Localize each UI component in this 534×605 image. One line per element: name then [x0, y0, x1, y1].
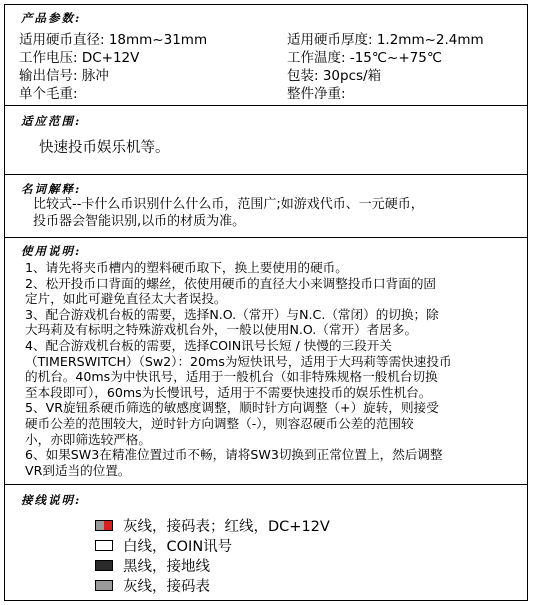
terms-text — [33, 196, 424, 230]
swatch-right — [104, 541, 112, 550]
wiring-item — [95, 575, 210, 596]
swatch-left — [96, 561, 104, 570]
terms-line: 比较式--卡什么币识别什么什么币，范围广;如游戏代币、一元硬币， — [33, 197, 424, 212]
wiring-item — [95, 555, 210, 576]
spec-temperature: 工作温度: -15℃~+75℃ — [287, 50, 443, 66]
spec-sheet — [4, 4, 528, 601]
spec-signal: 输出信号: 脉冲 — [19, 68, 109, 84]
scope-section — [5, 106, 527, 175]
scope-text: 快速投币娱乐机等。 — [39, 140, 170, 156]
spec-gross-weight: 单个毛重: — [19, 86, 78, 102]
usage-line: 至本段即可），60ms为长慢讯号，适用于不需要快速投币的娱乐性机台。 — [25, 384, 432, 400]
usage-line: 3、配合游戏机台板的需要，选择N.O.（常开）与N.C.（常闭）的切换；除 — [25, 306, 439, 322]
grey-wire-swatch — [95, 580, 113, 591]
usage-heading: 使用说明: — [21, 244, 82, 258]
wiring-item — [95, 535, 232, 556]
usage-line: 硬币公差的范围较大，逆时针方向调整（-），则容忍硬币公差的范围较 — [25, 415, 414, 431]
product-heading: 产品参数: — [21, 11, 82, 25]
usage-line: （TIMERSWITCH）（Sw2）：20ms为短快讯号，适用于大玛莉等需快速投币 — [25, 353, 452, 369]
swatch-right — [104, 561, 112, 570]
scope-heading: 适应范围: — [21, 114, 82, 128]
spec-diameter: 适用硬币直径: 18mm~31mm — [19, 32, 208, 48]
swatch-left — [96, 541, 104, 550]
grey-red-wire-swatch — [95, 520, 113, 531]
usage-line: 的机台。40ms为中快讯号，适用于一般机台（如非特殊规格一般机台切换 — [25, 369, 438, 385]
spec-voltage: 工作电压: DC+12V — [19, 50, 140, 66]
wiring-label: 灰线，接码表；红线，DC+12V — [123, 519, 330, 535]
wiring-label: 灰线，接码表 — [123, 579, 210, 595]
usage-line: 大玛莉及有标明之特殊游戏机台外，一般以使用N.O.（常开）者居多。 — [25, 322, 418, 338]
usage-line: 4、配合游戏机台板的需要，选择COIN讯号长短 / 快慢的三段开关 — [25, 337, 392, 353]
wiring-label: 白线，COIN讯号 — [123, 539, 233, 555]
terms-line: 投币器会智能识别,以币的材质为准。 — [33, 214, 246, 229]
usage-line: 小，亦即筛选较严格。 — [25, 431, 151, 447]
wiring-label: 黑线，接地线 — [123, 559, 210, 575]
usage-text — [25, 260, 452, 478]
swatch-left — [96, 521, 104, 530]
terms-section — [5, 175, 527, 238]
spec-packing: 包装: 30pcs/箱 — [287, 68, 382, 84]
wiring-item — [95, 515, 330, 536]
product-section — [5, 5, 527, 106]
usage-line: VR到适当的位置。 — [25, 462, 131, 478]
usage-line: 1、请先将夹币槽内的塑料硬币取下，换上要使用的硬币。 — [25, 260, 348, 275]
usage-line: 5、VR旋钮系硬币筛选的敏感度调整，顺时针方向调整（+）旋转，则接受 — [25, 400, 439, 416]
usage-line: 2、松开投币口背面的螺丝，依使用硬币的直径大小来调整投币口背面的固 — [25, 275, 437, 291]
swatch-right — [104, 581, 112, 590]
white-wire-swatch — [95, 540, 113, 551]
swatch-left — [96, 581, 104, 590]
terms-heading: 名词解释: — [21, 182, 82, 196]
wiring-section — [5, 485, 527, 600]
usage-line: 6、如果SW3在精准位置过币不畅，请将SW3切换到正常位置上，然后调整 — [25, 447, 443, 463]
spec-net-weight: 整件净重: — [287, 86, 346, 102]
black-wire-swatch — [95, 560, 113, 571]
wiring-heading: 接线说明: — [21, 493, 82, 507]
spec-thickness: 适用硬币厚度: 1.2mm~2.4mm — [287, 32, 484, 48]
usage-section — [5, 238, 527, 485]
swatch-right — [104, 521, 112, 530]
usage-line: 定片，如此可避免直径太大者误投。 — [25, 291, 227, 307]
